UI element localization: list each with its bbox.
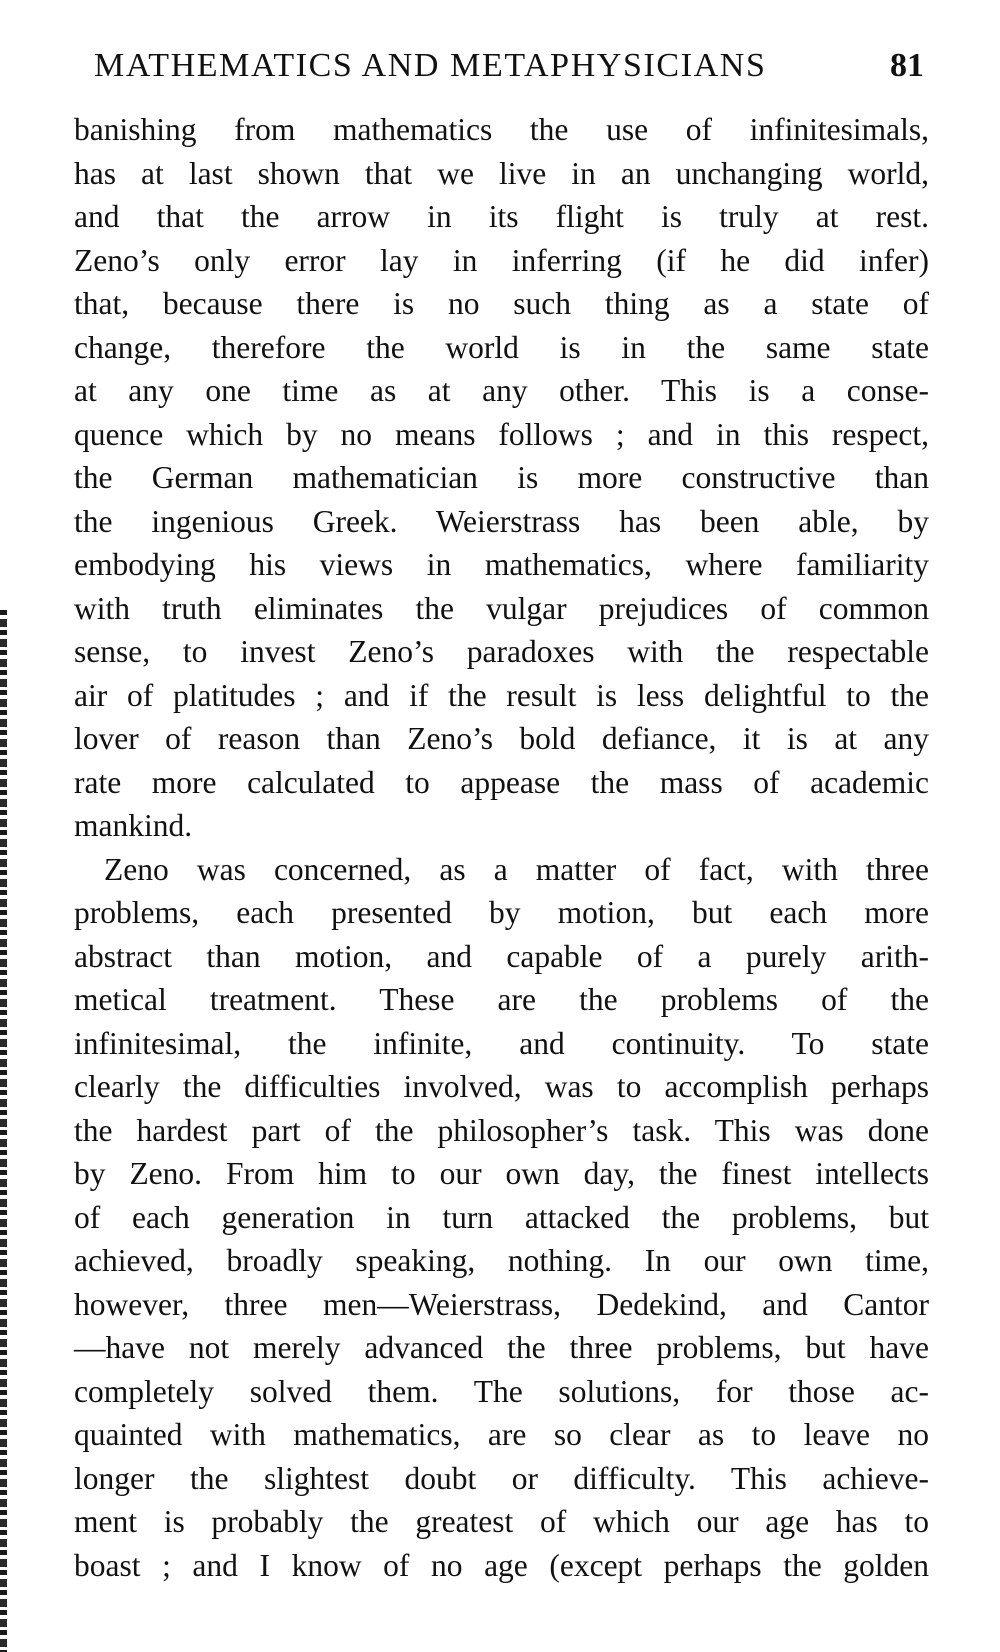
text-line: of each generation in turn attacked the problems, but	[74, 1199, 929, 1235]
text-line: —have not merely advanced the three problems, but have	[74, 1330, 929, 1365]
text-line: quainted with mathematics, are so clear as to leave no	[74, 1417, 929, 1452]
text-line: with truth eliminates the vulgar prejudices of common	[74, 590, 929, 626]
text-line: Zeno’s only error lay in inferring (if he did infer)	[74, 242, 929, 278]
text-line: change, therefore the world is in the same state	[74, 329, 929, 365]
text-line: that, because there is no such thing as a state of	[74, 286, 929, 321]
text-line: achieved, broadly speaking, nothing. In our own time,	[74, 1243, 929, 1278]
text-line: completely solved them. The solutions, for those ac-	[74, 1373, 929, 1409]
text-line: quence which by no means follows ; and in this respect,	[74, 416, 929, 452]
text-line: mankind.	[74, 808, 193, 843]
text-line: longer the slightest doubt or difficulty. This achieve-	[74, 1460, 929, 1496]
paragraph-2	[74, 848, 929, 1588]
text-line: the German mathematician is more constructive than	[74, 460, 929, 495]
body-text	[74, 108, 929, 1587]
text-line: metical treatment. These are the problems of the	[74, 982, 929, 1017]
running-head	[94, 44, 924, 88]
text-line: abstract than motion, and capable of a purely arith-	[74, 938, 929, 974]
text-line: problems, each presented by motion, but each more	[74, 895, 929, 930]
paragraph-1	[74, 108, 929, 848]
page-number: 81	[890, 47, 924, 84]
page-binding-edge	[0, 610, 7, 1652]
text-line: has at last shown that we live in an unchanging world,	[74, 155, 929, 191]
text-line: at any one time as at any other. This is a conse-	[74, 373, 929, 408]
text-line: boast ; and I know of no age (except perhaps the golden	[74, 1547, 929, 1583]
text-line: and that the arrow in its flight is truly at rest.	[74, 199, 929, 234]
text-line: lover of reason than Zeno’s bold defiance, it is at any	[74, 721, 929, 756]
text-line: Zeno was concerned, as a matter of fact, with three	[104, 851, 929, 887]
running-head-title: MATHEMATICS AND METAPHYSICIANS	[94, 47, 767, 84]
text-line: infinitesimal, the infinite, and continuity. To state	[74, 1025, 929, 1061]
text-line: clearly the difficulties involved, was to accomplish perhaps	[74, 1069, 929, 1104]
text-line: ment is probably the greatest of which our age has to	[74, 1504, 929, 1539]
text-line: by Zeno. From him to our own day, the finest intellects	[74, 1156, 929, 1191]
text-line: however, three men—Weierstrass, Dedekind, and Cantor	[74, 1286, 929, 1322]
text-line: air of platitudes ; and if the result is less delightful to the	[74, 677, 929, 713]
text-line: banishing from mathematics the use of infinitesimals,	[74, 112, 929, 147]
text-line: rate more calculated to appease the mass of academic	[74, 764, 929, 800]
text-line: the ingenious Greek. Weierstrass has been able, by	[74, 503, 929, 539]
text-line: the hardest part of the philosopher’s task. This was done	[74, 1112, 929, 1148]
text-line: embodying his views in mathematics, where familiarity	[74, 547, 929, 582]
text-line: sense, to invest Zeno’s paradoxes with the respectable	[74, 634, 929, 669]
